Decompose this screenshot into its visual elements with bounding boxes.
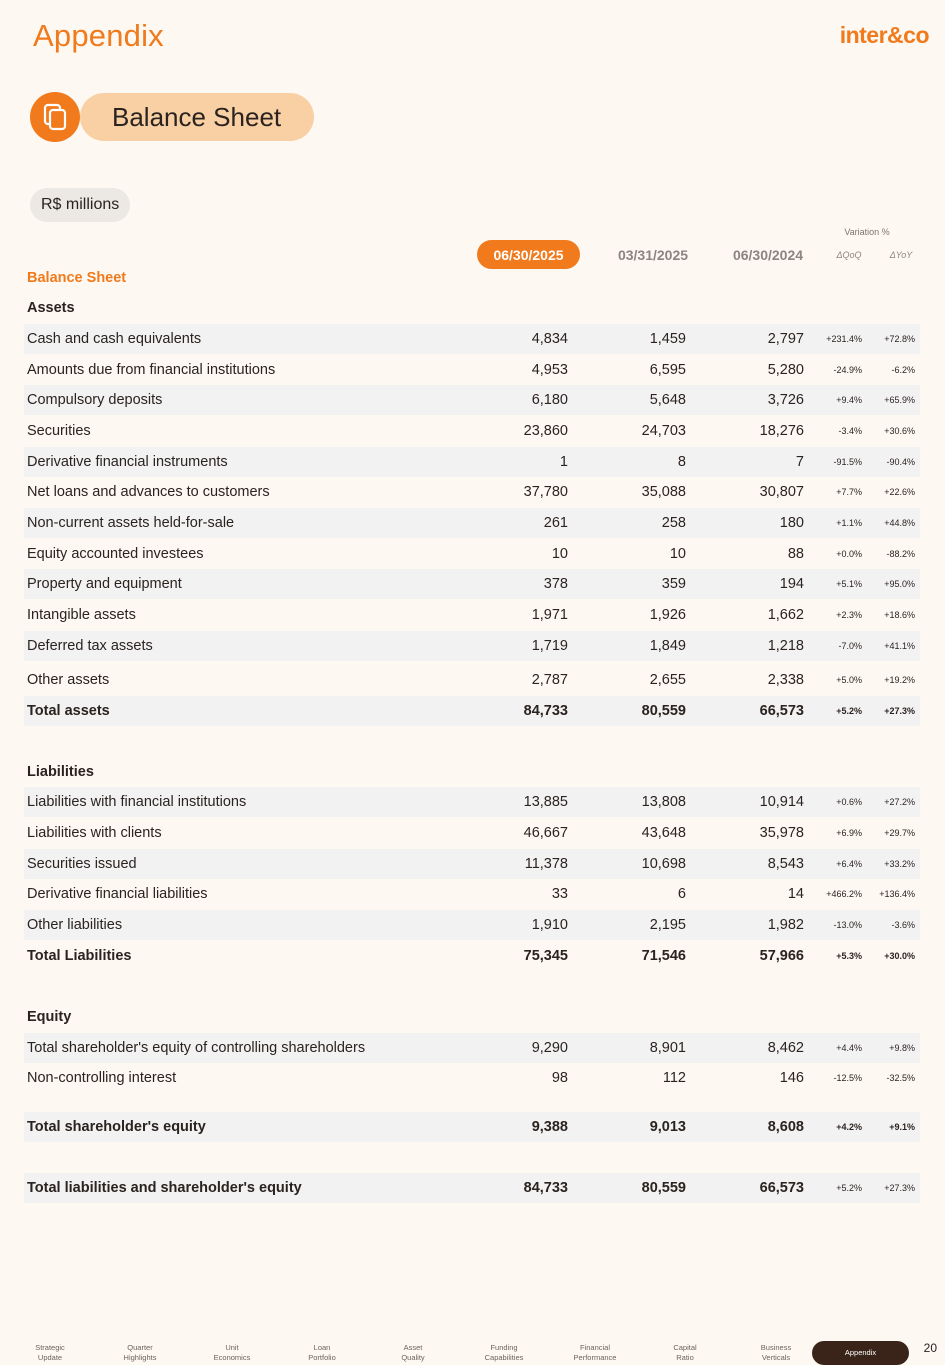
table-row	[24, 818, 920, 848]
value-current: 37,780	[523, 484, 568, 500]
value-yoy: +29.7%	[884, 828, 915, 838]
value-qoq: -7.0%	[838, 641, 862, 651]
column-header-prev-quarter: 03/31/2025	[617, 246, 689, 263]
value-prev-year: 7	[795, 454, 804, 470]
row-label: Property and equipment	[27, 576, 182, 592]
table-row	[24, 1063, 920, 1093]
nav-item-line1: Loan	[313, 1343, 331, 1352]
value-prev-year: 66,573	[759, 1180, 804, 1196]
nav-item-line1: Quarter	[127, 1343, 153, 1352]
nav-item-line1: Business	[760, 1343, 792, 1352]
row-label: Deferred tax assets	[27, 638, 153, 654]
value-current: 378	[543, 576, 568, 592]
value-prev-year: 14	[787, 886, 804, 902]
table-row	[24, 910, 920, 940]
column-header-prev-year: 06/30/2024	[732, 246, 804, 263]
table-row	[24, 385, 920, 415]
column-header-yoy: ΔYoY	[889, 249, 913, 260]
value-yoy: -32.5%	[886, 1073, 915, 1083]
value-yoy: +30.6%	[884, 426, 915, 436]
value-current: 33	[551, 886, 568, 902]
value-current: 84,733	[523, 1180, 568, 1196]
value-qoq: -91.5%	[833, 457, 862, 467]
nav-item-capital[interactable]	[645, 1341, 725, 1365]
value-yoy: +19.2%	[884, 675, 915, 685]
row-label: Net loans and advances to customers	[27, 484, 270, 500]
nav-item-line2: Quality	[401, 1353, 425, 1362]
value-current: 10	[551, 546, 568, 562]
table-row	[24, 355, 920, 385]
value-prev-year: 3,726	[767, 392, 804, 408]
value-yoy: +27.3%	[884, 706, 915, 716]
table-row	[24, 665, 920, 695]
value-prev-quarter: 2,195	[649, 917, 686, 933]
value-current: 13,885	[523, 794, 568, 810]
value-yoy: +65.9%	[884, 395, 915, 405]
row-label: Derivative financial liabilities	[27, 886, 208, 902]
value-current: 11,378	[524, 856, 568, 872]
value-current: 1,971	[531, 607, 568, 623]
value-qoq: +5.0%	[836, 675, 862, 685]
value-current: 9,388	[531, 1119, 568, 1135]
row-label: Total liabilities and shareholder's equity	[27, 1180, 302, 1196]
value-qoq: +5.2%	[836, 1183, 862, 1193]
value-prev-year: 146	[779, 1070, 804, 1086]
row-label: Derivative financial instruments	[27, 454, 228, 470]
value-qoq: +466.2%	[826, 889, 862, 899]
nav-item-line1: Strategic	[35, 1343, 65, 1352]
value-prev-year: 57,966	[759, 948, 804, 964]
table-row	[24, 631, 920, 661]
value-yoy: -3.6%	[891, 920, 915, 930]
row-label: Assets	[27, 300, 75, 316]
value-prev-quarter: 1,459	[649, 331, 686, 347]
value-yoy: +22.6%	[884, 487, 915, 497]
row-label: Compulsory deposits	[27, 392, 163, 408]
value-qoq: -24.9%	[833, 365, 862, 375]
section-badge	[30, 92, 314, 142]
nav-item-appendix[interactable]: Appendix	[812, 1341, 909, 1365]
row-label: Total assets	[27, 703, 110, 719]
value-prev-year: 194	[779, 576, 804, 592]
row-label: Other liabilities	[27, 917, 123, 933]
value-yoy: +41.1%	[884, 641, 915, 651]
value-yoy: +72.8%	[884, 334, 915, 344]
nav-item-line2: Portfolio	[308, 1353, 336, 1362]
value-yoy: +9.8%	[889, 1043, 915, 1053]
value-prev-year: 18,276	[759, 423, 804, 439]
value-prev-year: 8,608	[767, 1119, 804, 1135]
value-prev-year: 2,338	[767, 672, 804, 688]
row-label: Securities issued	[27, 856, 137, 872]
value-prev-year: 1,218	[767, 638, 804, 654]
value-qoq: +9.4%	[836, 395, 862, 405]
table-row	[24, 508, 920, 538]
section-title: Balance Sheet	[80, 93, 314, 141]
value-prev-quarter: 43,648	[641, 825, 686, 841]
value-yoy: +9.1%	[889, 1122, 915, 1132]
unit-label: R$ millions	[30, 188, 130, 222]
value-prev-quarter: 9,013	[649, 1119, 686, 1135]
value-prev-quarter: 359	[661, 576, 686, 592]
value-yoy: -90.4%	[886, 457, 915, 467]
nav-item-line2: Highlights	[123, 1353, 157, 1362]
value-prev-year: 1,662	[767, 607, 804, 623]
value-current: 261	[543, 515, 568, 531]
value-yoy: +18.6%	[884, 610, 915, 620]
value-current: 2,787	[531, 672, 568, 688]
value-prev-quarter: 24,703	[641, 423, 686, 439]
table-row	[24, 324, 920, 354]
total-equity-row	[24, 1112, 920, 1142]
footer-nav	[0, 1341, 945, 1365]
value-current: 9,290	[531, 1040, 568, 1056]
value-qoq: -13.0%	[833, 920, 862, 930]
value-qoq: -12.5%	[833, 1073, 862, 1083]
value-yoy: +33.2%	[884, 859, 915, 869]
value-yoy: +30.0%	[884, 951, 915, 961]
row-label: Equity	[27, 1009, 72, 1025]
value-prev-quarter: 112	[662, 1070, 686, 1086]
value-qoq: +6.4%	[836, 859, 862, 869]
section-heading-liabilities	[24, 757, 920, 787]
value-qoq: +5.3%	[836, 951, 862, 961]
value-current: 98	[551, 1070, 568, 1086]
table-row	[24, 1033, 920, 1063]
nav-item-line2: Ratio	[676, 1353, 694, 1362]
value-qoq: +5.2%	[836, 706, 862, 716]
value-qoq: +4.2%	[836, 1122, 862, 1132]
column-header-current: 06/30/2025	[477, 240, 580, 269]
company-logo: inter&co	[839, 22, 929, 48]
nav-item-strategic[interactable]	[10, 1341, 90, 1365]
value-prev-year: 8,462	[767, 1040, 804, 1056]
value-current: 23,860	[523, 423, 568, 439]
row-label: Total Liabilities	[27, 948, 132, 964]
value-yoy: +27.3%	[884, 1183, 915, 1193]
value-qoq: +7.7%	[836, 487, 862, 497]
row-label: Balance Sheet	[27, 270, 127, 286]
column-header-qoq: ΔQoQ	[836, 249, 862, 260]
value-prev-quarter: 10,698	[641, 856, 686, 872]
value-qoq: +0.6%	[836, 797, 862, 807]
value-prev-quarter: 10	[669, 546, 686, 562]
row-label: Liabilities with clients	[27, 825, 162, 841]
table-row	[24, 787, 920, 817]
value-yoy: +95.0%	[884, 579, 915, 589]
nav-item-line1: Unit	[225, 1343, 239, 1352]
value-prev-year: 66,573	[759, 703, 804, 719]
value-qoq: +1.1%	[836, 518, 862, 528]
value-qoq: -3.4%	[838, 426, 862, 436]
page-title: Appendix	[33, 18, 164, 53]
value-yoy: +27.2%	[884, 797, 915, 807]
table-row	[24, 600, 920, 630]
value-prev-quarter: 71,546	[641, 948, 686, 964]
value-prev-quarter: 258	[661, 515, 686, 531]
table-row	[24, 477, 920, 507]
value-current: 1	[559, 454, 568, 470]
value-prev-quarter: 13,808	[641, 794, 686, 810]
value-prev-quarter: 1,849	[649, 638, 686, 654]
nav-item-line1: Asset	[403, 1343, 423, 1352]
value-prev-year: 2,797	[767, 331, 804, 347]
value-current: 75,345	[523, 948, 568, 964]
value-current: 1,719	[531, 638, 568, 654]
total-liabilities-row	[24, 941, 920, 971]
row-label: Amounts due from financial institutions	[27, 362, 276, 378]
table-row	[24, 447, 920, 477]
value-qoq: +5.1%	[836, 579, 862, 589]
nav-item-line1: Funding	[490, 1343, 518, 1352]
nav-item-financial[interactable]	[555, 1341, 635, 1365]
value-prev-quarter: 6	[677, 886, 686, 902]
nav-item-asset[interactable]	[373, 1341, 453, 1365]
nav-item-quarter[interactable]	[100, 1341, 180, 1365]
value-yoy: +136.4%	[879, 889, 915, 899]
row-label: Total shareholder's equity	[27, 1119, 206, 1135]
value-prev-year: 180	[779, 515, 804, 531]
value-prev-quarter: 8	[677, 454, 686, 470]
table-row	[24, 539, 920, 569]
nav-item-line2: Verticals	[761, 1353, 791, 1362]
value-qoq: +0.0%	[836, 549, 862, 559]
value-yoy: -88.2%	[886, 549, 915, 559]
value-current: 46,667	[523, 825, 568, 841]
row-label: Securities	[27, 423, 91, 439]
copy-icon	[30, 92, 80, 142]
row-label: Liabilities with financial institutions	[27, 794, 247, 810]
value-prev-quarter: 80,559	[641, 1180, 686, 1196]
value-current: 4,953	[531, 362, 568, 378]
value-prev-quarter: 1,926	[649, 607, 686, 623]
row-label: Other assets	[27, 672, 110, 688]
value-current: 1,910	[531, 917, 568, 933]
row-label: Cash and cash equivalents	[27, 331, 202, 347]
variation-label: Variation %	[844, 227, 890, 237]
nav-item-loan[interactable]	[282, 1341, 362, 1365]
value-prev-year: 5,280	[767, 362, 804, 378]
value-current: 6,180	[531, 392, 568, 408]
value-qoq: +2.3%	[836, 610, 862, 620]
row-label: Equity accounted investees	[27, 546, 204, 562]
row-label: Intangible assets	[27, 607, 136, 623]
value-prev-year: 8,543	[767, 856, 804, 872]
value-prev-quarter: 35,088	[641, 484, 686, 500]
value-prev-quarter: 2,655	[649, 672, 686, 688]
value-current: 4,834	[531, 331, 568, 347]
nav-item-line2: Update	[37, 1353, 63, 1362]
value-prev-quarter: 5,648	[649, 392, 686, 408]
grand-total-row	[24, 1173, 920, 1203]
row-label: Non-current assets held-for-sale	[27, 515, 235, 531]
nav-item-funding[interactable]	[464, 1341, 544, 1365]
value-prev-year: 1,982	[767, 917, 804, 933]
value-yoy: -6.2%	[891, 365, 915, 375]
value-prev-quarter: 80,559	[641, 703, 686, 719]
table-row	[24, 569, 920, 599]
value-prev-quarter: 8,901	[649, 1040, 686, 1056]
value-prev-year: 88	[787, 546, 804, 562]
total-assets-row	[24, 696, 920, 726]
value-yoy: +44.8%	[884, 518, 915, 528]
nav-item-line2: Performance	[573, 1353, 617, 1362]
page-number: 20	[923, 1341, 937, 1355]
value-prev-year: 10,914	[759, 794, 804, 810]
value-current: 84,733	[523, 703, 568, 719]
row-label: Non-controlling interest	[27, 1070, 177, 1086]
value-prev-quarter: 6,595	[649, 362, 686, 378]
value-prev-year: 30,807	[759, 484, 804, 500]
nav-item-business[interactable]	[736, 1341, 816, 1365]
row-label: Total shareholder's equity of controlling shareholders	[27, 1040, 366, 1056]
value-qoq: +4.4%	[836, 1043, 862, 1053]
section-heading-equity	[24, 1002, 920, 1032]
nav-item-line1: Capital	[673, 1343, 697, 1352]
section-heading-assets	[24, 293, 920, 323]
nav-item-line2: Capabilities	[484, 1353, 524, 1362]
table-row	[24, 879, 920, 909]
nav-item-line1: Financial	[579, 1343, 610, 1352]
value-qoq: +6.9%	[836, 828, 862, 838]
table-row	[24, 849, 920, 879]
table-row	[24, 416, 920, 446]
nav-item-line2: Economics	[213, 1353, 251, 1362]
nav-item-unit[interactable]	[192, 1341, 272, 1365]
value-qoq: +231.4%	[826, 334, 862, 344]
table-caption	[24, 263, 920, 293]
value-prev-year: 35,978	[759, 825, 804, 841]
row-label: Liabilities	[27, 764, 94, 780]
